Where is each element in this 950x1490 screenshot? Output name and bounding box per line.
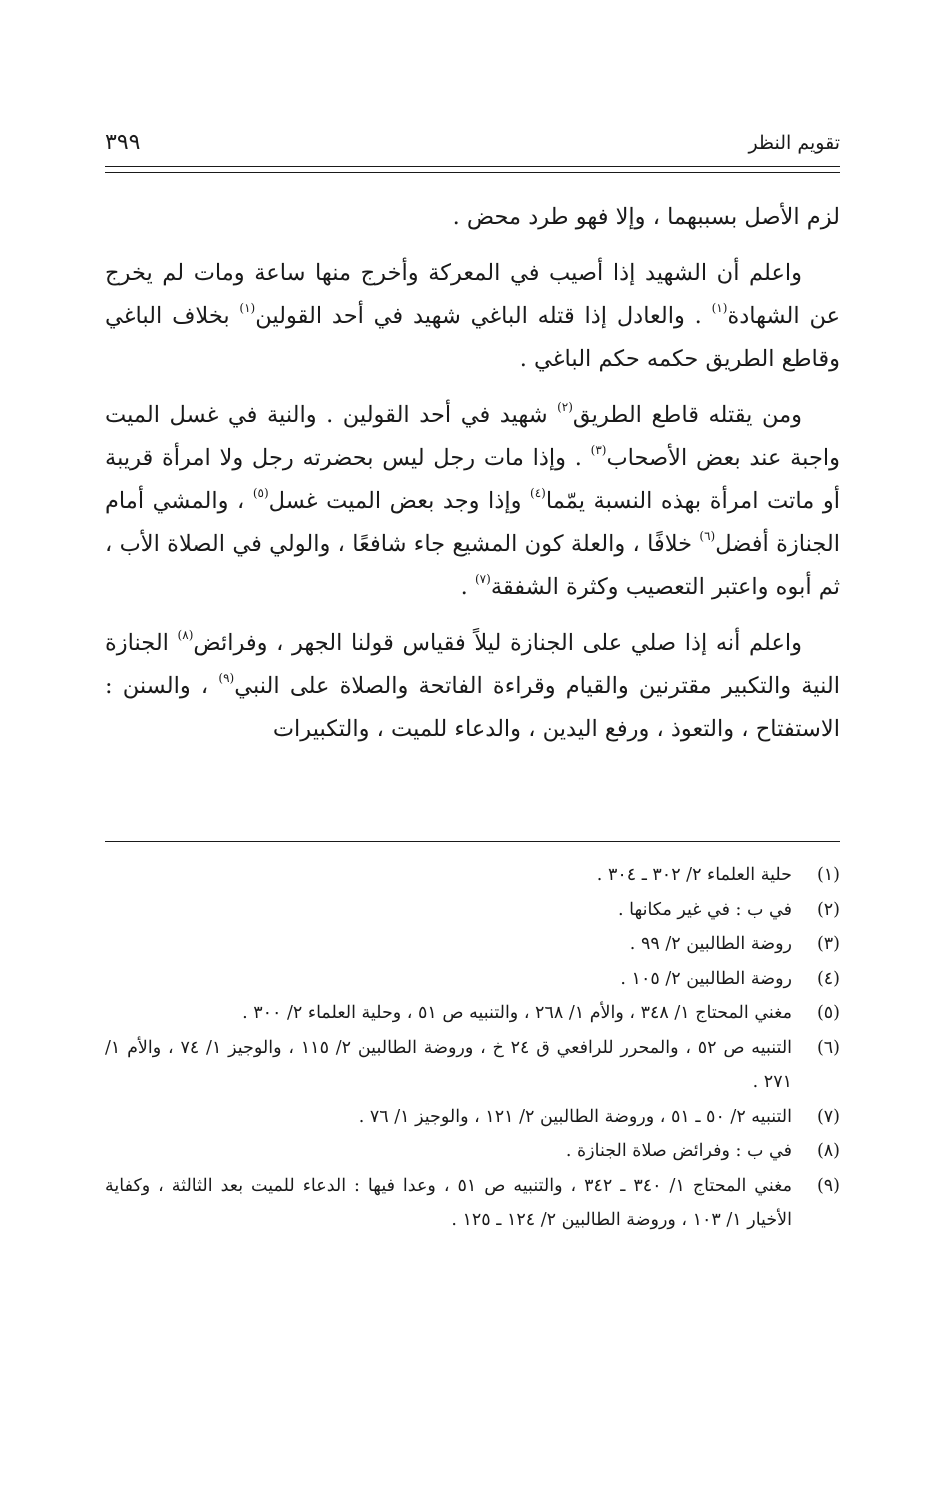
footnote-ref[interactable]: (٥): [252, 486, 269, 500]
footnote-text: في ب : في غير مكانها .: [618, 899, 792, 920]
footnote-item: [105, 1100, 840, 1135]
footnote-ref[interactable]: (٣): [590, 443, 607, 457]
text-run: لزم الأصل بسببهما ، وإلا فهو طرد محض .: [452, 204, 840, 230]
footnote-text: مغني المحتاج ١/ ٣٤٠ ـ ٣٤٢ ، والتنبيه ص ٥١ ، وعدا فيها : الدعاء للميت بعد الثالثة ، وكفاية الأخيار ١/ ١٠٣ ، وروضة الطالبين ٢/ ١٢٤ ـ ١٢٥ .: [105, 1175, 792, 1230]
text-run: شهيد في أحد القولين . والنية في غسل الميت واجبة عند بعض الأصحاب: [105, 402, 841, 471]
footnote-ref[interactable]: (٦): [699, 529, 716, 543]
text-run: واعلم أنه إذا صلي على الجنازة ليلاً فقياس قولنا الجهر ، وفرائض: [193, 630, 802, 656]
page-number: ٣٩٩: [105, 130, 141, 155]
footnote-number: (٥): [816, 1003, 840, 1023]
footnote-text: التنبيه ص ٥٢ ، والمحرر للرافعي ق ٢٤ خ ، وروضة الطالبين ٢/ ١١٥ ، والوجيز ١/ ٧٤ ، والأم ١/ ٢٧١ .: [105, 1037, 793, 1092]
text-run: ، والمشي أمام الجنازة أفضل: [105, 488, 841, 557]
footnote-text: حلية العلماء ٢/ ٣٠٢ ـ ٣٠٤ .: [596, 865, 792, 885]
footnote-ref[interactable]: (١): [711, 301, 728, 315]
footnote-separator: [105, 841, 840, 842]
paragraph-4: [105, 622, 840, 751]
footnote-number: (٣): [816, 934, 840, 954]
footnote-text: روضة الطالبين ٢/ ٩٩ .: [629, 934, 792, 954]
paragraph-2: [105, 252, 840, 381]
footnote-text: مغني المحتاج ١/ ٣٤٨ ، والأم ١/ ٢٦٨ ، والتنبيه ص ٥١ ، وحلية العلماء ٢/ ٣٠٠ .: [242, 1003, 792, 1023]
footnote-item: [105, 893, 840, 928]
main-text: [105, 196, 840, 764]
text-run: .: [460, 574, 475, 600]
book-page: [105, 0, 840, 1490]
text-run: . وإذا مات رجل ليس بحضرته رجل ولا امرأة قريبة أو ماتت امرأة بهذه النسبة يمّما: [105, 445, 840, 514]
footnote-item: [105, 1169, 840, 1238]
footnote-text: التنبيه ٢/ ٥٠ ـ ٥١ ، وروضة الطالبين ٢/ ١٢١ ، والوجيز ١/ ٧٦ .: [358, 1106, 792, 1127]
footnote-ref[interactable]: (٨): [177, 628, 194, 642]
footnote-number: (٤): [816, 968, 840, 989]
footnote-item: [105, 1134, 840, 1169]
footnote-ref[interactable]: (٩): [218, 671, 235, 685]
running-title: تقويم النظر: [748, 132, 840, 154]
paragraph-3: [105, 394, 840, 609]
footnote-item: [105, 996, 840, 1031]
footnote-item: [105, 858, 840, 893]
footnote-number: (٧): [816, 1106, 840, 1127]
footnote-item: [105, 1031, 840, 1100]
footnote-number: (٨): [816, 1141, 840, 1161]
text-run: خلافًا ، والعلة كون المشيع جاء شافعًا ، والولي في الصلاة الأب ، ثم أبوه واعتبر التعصيب وكثرة الشفقة: [105, 531, 840, 600]
footnote-number: (٢): [816, 899, 840, 920]
footnotes: [105, 858, 840, 1238]
footnote-item: [105, 962, 840, 997]
footnote-text: روضة الطالبين ٢/ ١٠٥ .: [620, 968, 792, 989]
text-run: واعلم أن الشهيد إذا أصيب في المعركة وأخرج منها ساعة ومات لم يخرج عن الشهادة: [105, 260, 840, 329]
text-run: الجنازة النية والتكبير مقترنين والقيام وقراءة الفاتحة والصلاة على النبي: [105, 630, 840, 699]
footnote-text: في ب : وفرائض صلاة الجنازة .: [565, 1141, 792, 1161]
text-run: وإذا وجد بعض الميت غسل: [268, 488, 531, 514]
footnote-item: [105, 927, 840, 962]
paragraph-1: [105, 196, 840, 239]
footnote-ref[interactable]: (١): [239, 301, 256, 315]
text-run: بخلاف الباغي وقاطع الطريق حكمه حكم الباغي .: [105, 303, 840, 372]
text-run: . والعادل إذا قتله الباغي شهيد في أحد القولين: [255, 303, 712, 329]
running-header: [105, 124, 840, 164]
text-run: ، والسنن : الاستفتاح ، والتعوذ ، ورفع اليدين ، والدعاء للميت ، والتكبيرات: [105, 673, 840, 742]
footnote-number: (٦): [816, 1037, 840, 1058]
footnote-ref[interactable]: (٧): [474, 572, 491, 586]
text-run: ومن يقتله قاطع الطريق: [572, 402, 802, 428]
footnote-number: (١): [816, 865, 840, 885]
footnote-ref[interactable]: (٤): [530, 486, 546, 500]
header-rule: [105, 166, 840, 173]
footnote-number: (٩): [816, 1175, 840, 1196]
footnote-ref[interactable]: (٢): [557, 400, 573, 414]
